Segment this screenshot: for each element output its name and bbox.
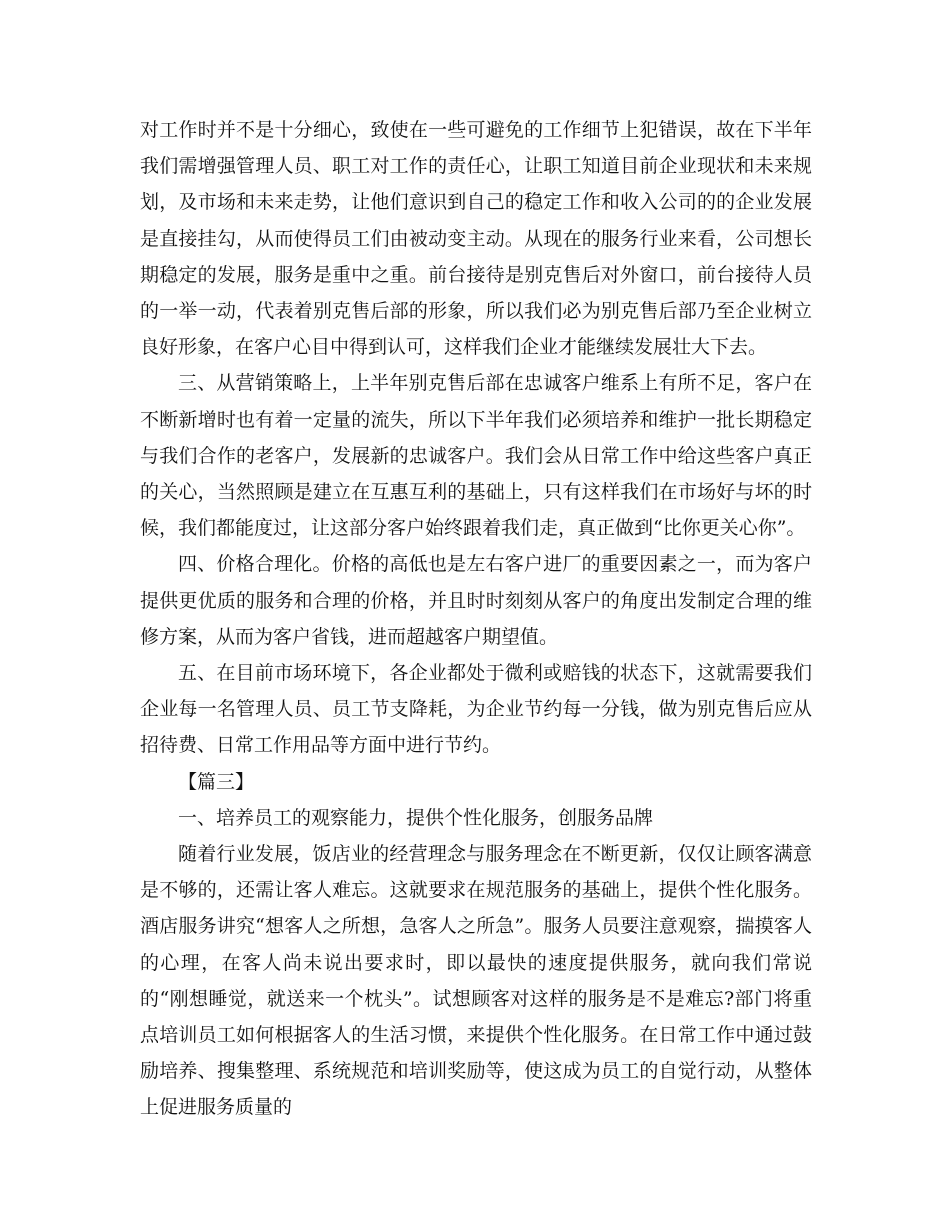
- paragraph-continued: 对工作时并不是十分细心，致使在一些可避免的工作细节上犯错误，故在下半年我们需增强管理人员、职工对工作的责任心，让职工知道目前企业现状和未来规划，及市场和未来走势，让他们意识到自己的稳定工作和收入公司的的企业发展是直接挂勾，从而使得员工们由被动变主动。从现在的服务行业来看，公司想长期稳定的发展，服务是重中之重。前台接待是别克售后对外窗口，前台接待人员的一举一动，代表着别克售后部的形象，所以我们必为别克售后部乃至企业树立良好形象，在客户心目中得到认可，这样我们企业才能继续发展壮大下去。: [140, 119, 812, 359]
- paragraph-marketing-strategy: 三、从营销策略上，上半年别克售后部在忠诚客户维系上有所不足，客户在不断新增时也有着一定量的流失，所以下半年我们必须培养和维护一批长期稳定与我们合作的老客户，发展新的忠诚客户。我们会从日常工作中给这些客户真正的关心，当然照顾是建立在互惠互利的基础上，只有这样我们在市场好与坏的时候，我们都能度过，让这部分客户始终跟着我们走，真正做到“比你更关心你”。: [140, 372, 812, 540]
- subsection-heading: 一、培养员工的观察能力，提供个性化服务，创服务品牌: [178, 806, 654, 829]
- paragraph-personalized-service: 随着行业发展，饭店业的经营理念与服务理念在不断更新，仅仅让顾客满意是不够的，还需让客人难忘。这就要求在规范服务的基础上，提供个性化服务。酒店服务讲究“想客人之所想，急客人之所急”。服务人员要注意观察，揣摸客人的心理，在客人尚未说出要求时，即以最快的速度提供服务，就向我们常说的“刚想睡觉，就送来一个枕头”。试想顾客对这样的服务是不是难忘?部门将重点培训员工如何根据客人的生活习惯，来提供个性化服务。在日常工作中通过鼓励培养、搜集整理、系统规范和培训奖励等，使这成为员工的自觉行动，从整体上促进服务质量的: [140, 843, 812, 1119]
- paragraph-pricing: 四、价格合理化。价格的高低也是左右客户进厂的重要因素之一，而为客户提供更优质的服务和合理的价格，并且时时刻刻从客户的角度出发制定合理的维修方案，从而为客户省钱，进而超越客户期望值。: [140, 553, 812, 648]
- document-body: [140, 112, 812, 1126]
- section-heading: 【篇三】: [178, 770, 255, 793]
- paragraph-cost-saving: 五、在目前市场环境下，各企业都处于微利或赔钱的状态下，这就需要我们企业每一名管理人员、员工节支降耗，为企业节约每一分钱，做为别克售后应从招待费、日常工作用品等方面中进行节约。: [140, 662, 812, 757]
